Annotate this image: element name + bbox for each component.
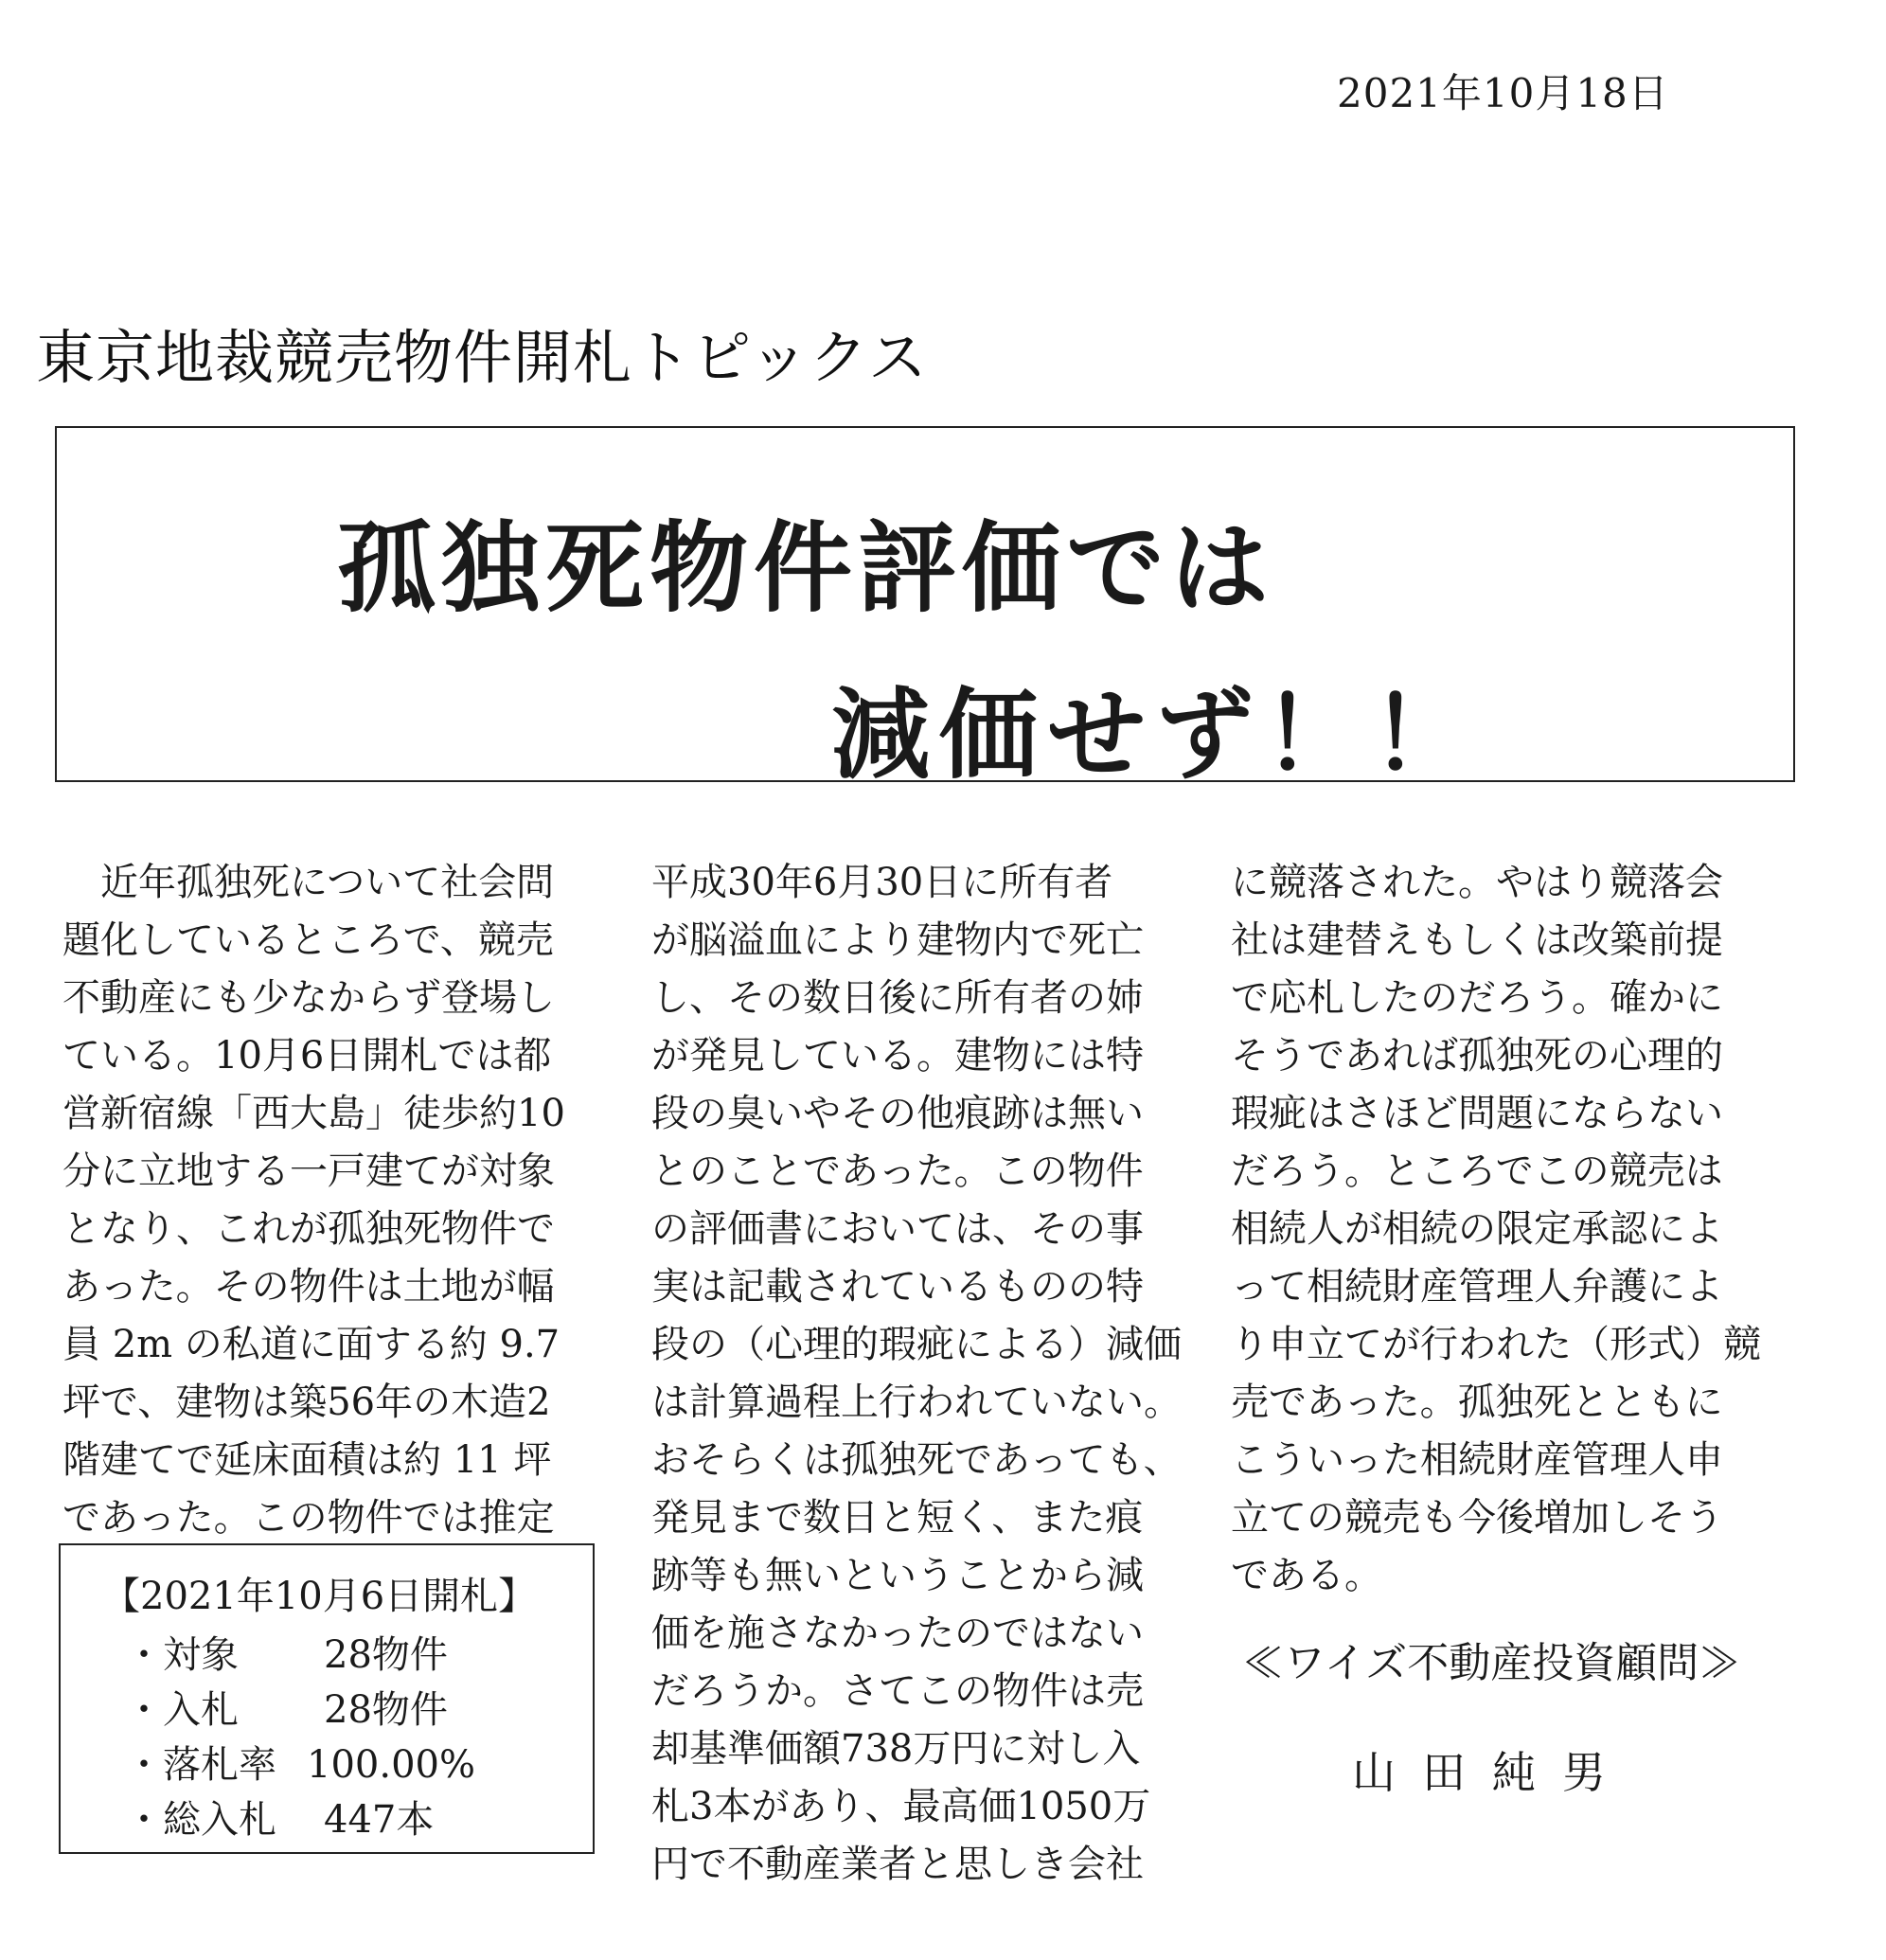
headline-line-2: 減価せず！！ (831, 677, 1480, 793)
text-line: 段の（心理的瑕疵による）減価 (651, 1323, 1182, 1366)
text-line: り申立てが行われた（形式）競 (1231, 1323, 1761, 1366)
text-line: だろうか。さてこの物件は売 (651, 1669, 1144, 1713)
article-date: 2021年10月18日 (1337, 70, 1669, 116)
text-line: 札3本があり、最高価1050万 (651, 1785, 1151, 1828)
text-line: 実は記載されているものの特 (651, 1265, 1144, 1309)
text-line: 分に立地する一戸建てが対象 (62, 1149, 555, 1193)
text-line: 営新宿線「西大島」徒歩約10 (62, 1092, 565, 1135)
text-line: に競落された。やはり競落会 (1231, 861, 1723, 904)
text-line: とのことであった。この物件 (651, 1149, 1144, 1193)
summary-label: ・落札率 (125, 1743, 276, 1787)
text-line: は計算過程上行われていない。 (651, 1381, 1182, 1424)
headline-line-1: 孤独死物件評価では (337, 510, 1275, 626)
text-line: 階建てで延床面積は約 11 坪 (62, 1438, 552, 1482)
auction-summary-box (59, 1543, 595, 1854)
text-line: となり、これが孤独死物件で (62, 1207, 555, 1251)
headline-box (55, 426, 1795, 793)
summary-label: ・対象 (125, 1633, 239, 1677)
article-column-2 (651, 854, 1182, 1894)
text-line: 瑕疵はさほど問題にならない (1231, 1092, 1723, 1135)
text-line: 跡等も無いということから減 (651, 1554, 1144, 1597)
text-line: 員 2m の私道に面する約 9.7 (62, 1323, 560, 1366)
text-line: 売であった。孤独死とともに (1231, 1381, 1723, 1424)
text-line: おそらくは孤独死であっても、 (651, 1438, 1182, 1482)
text-line: 題化しているところで、競売 (62, 918, 554, 962)
text-line: 社は建替えもしくは改築前提 (1231, 918, 1723, 962)
summary-label: ・入札 (125, 1688, 239, 1732)
text-line: 相続人が相続の限定承認によ (1231, 1207, 1723, 1251)
text-line: 近年孤独死について社会問 (62, 861, 555, 904)
text-line: であった。この物件では推定 (62, 1496, 555, 1540)
text-line: 立ての競売も今後増加しそう (1231, 1496, 1723, 1540)
summary-value: 28物件 (324, 1688, 448, 1732)
text-line: こういった相続財産管理人申 (1231, 1438, 1723, 1482)
text-line: あった。その物件は土地が幅 (62, 1265, 555, 1309)
summary-row-total (125, 1790, 434, 1844)
text-line: が発見している。建物には特 (651, 1034, 1144, 1078)
summary-label: ・総入札 (125, 1798, 276, 1842)
text-line: 段の臭いやその他痕跡は無い (651, 1092, 1144, 1135)
auction-summary-heading: 【2021年10月6日開札】 (102, 1575, 537, 1618)
text-line: 発見まで数日と短く、また痕 (651, 1496, 1144, 1540)
text-line: 却基準価額738万円に対し入 (651, 1727, 1141, 1771)
company-name: ≪ワイズ不動産投資顧問≫ (1242, 1639, 1741, 1687)
text-line: 平成30年6月30日に所有者 (651, 861, 1113, 904)
summary-value: 28物件 (324, 1633, 448, 1677)
author-name: 山田純男 (1352, 1747, 1632, 1798)
summary-row-rate (125, 1735, 475, 1789)
article-column-1 (62, 854, 574, 1547)
text-line: で応札したのだろう。確かに (1231, 976, 1723, 1020)
text-line: って相続財産管理人弁護によ (1231, 1265, 1723, 1309)
series-title: 東京地裁競売物件開札トピックス (36, 323, 928, 392)
text-line: である。 (1231, 1554, 1382, 1597)
summary-row-bids (125, 1680, 448, 1734)
summary-value: 100.00% (307, 1743, 475, 1787)
text-line: し、その数日後に所有者の姉 (651, 976, 1144, 1020)
text-line: 坪で、建物は築56年の木造2 (62, 1381, 551, 1424)
text-line: だろう。ところでこの競売は (1231, 1149, 1723, 1193)
text-line: の評価書においては、その事 (651, 1207, 1144, 1251)
article-column-3 (1231, 854, 1761, 1605)
text-line: 価を施さなかったのではない (651, 1612, 1144, 1655)
text-line: が脳溢血により建物内で死亡 (651, 918, 1144, 962)
summary-value: 447本 (324, 1798, 435, 1842)
text-line: 不動産にも少なからず登場し (62, 976, 555, 1020)
text-line: 円で不動産業者と思しき会社 (651, 1843, 1144, 1886)
text-line: そうであれば孤独死の心理的 (1231, 1034, 1723, 1078)
text-line: ている。10月6日開札では都 (62, 1034, 552, 1078)
summary-row-target (125, 1625, 448, 1679)
